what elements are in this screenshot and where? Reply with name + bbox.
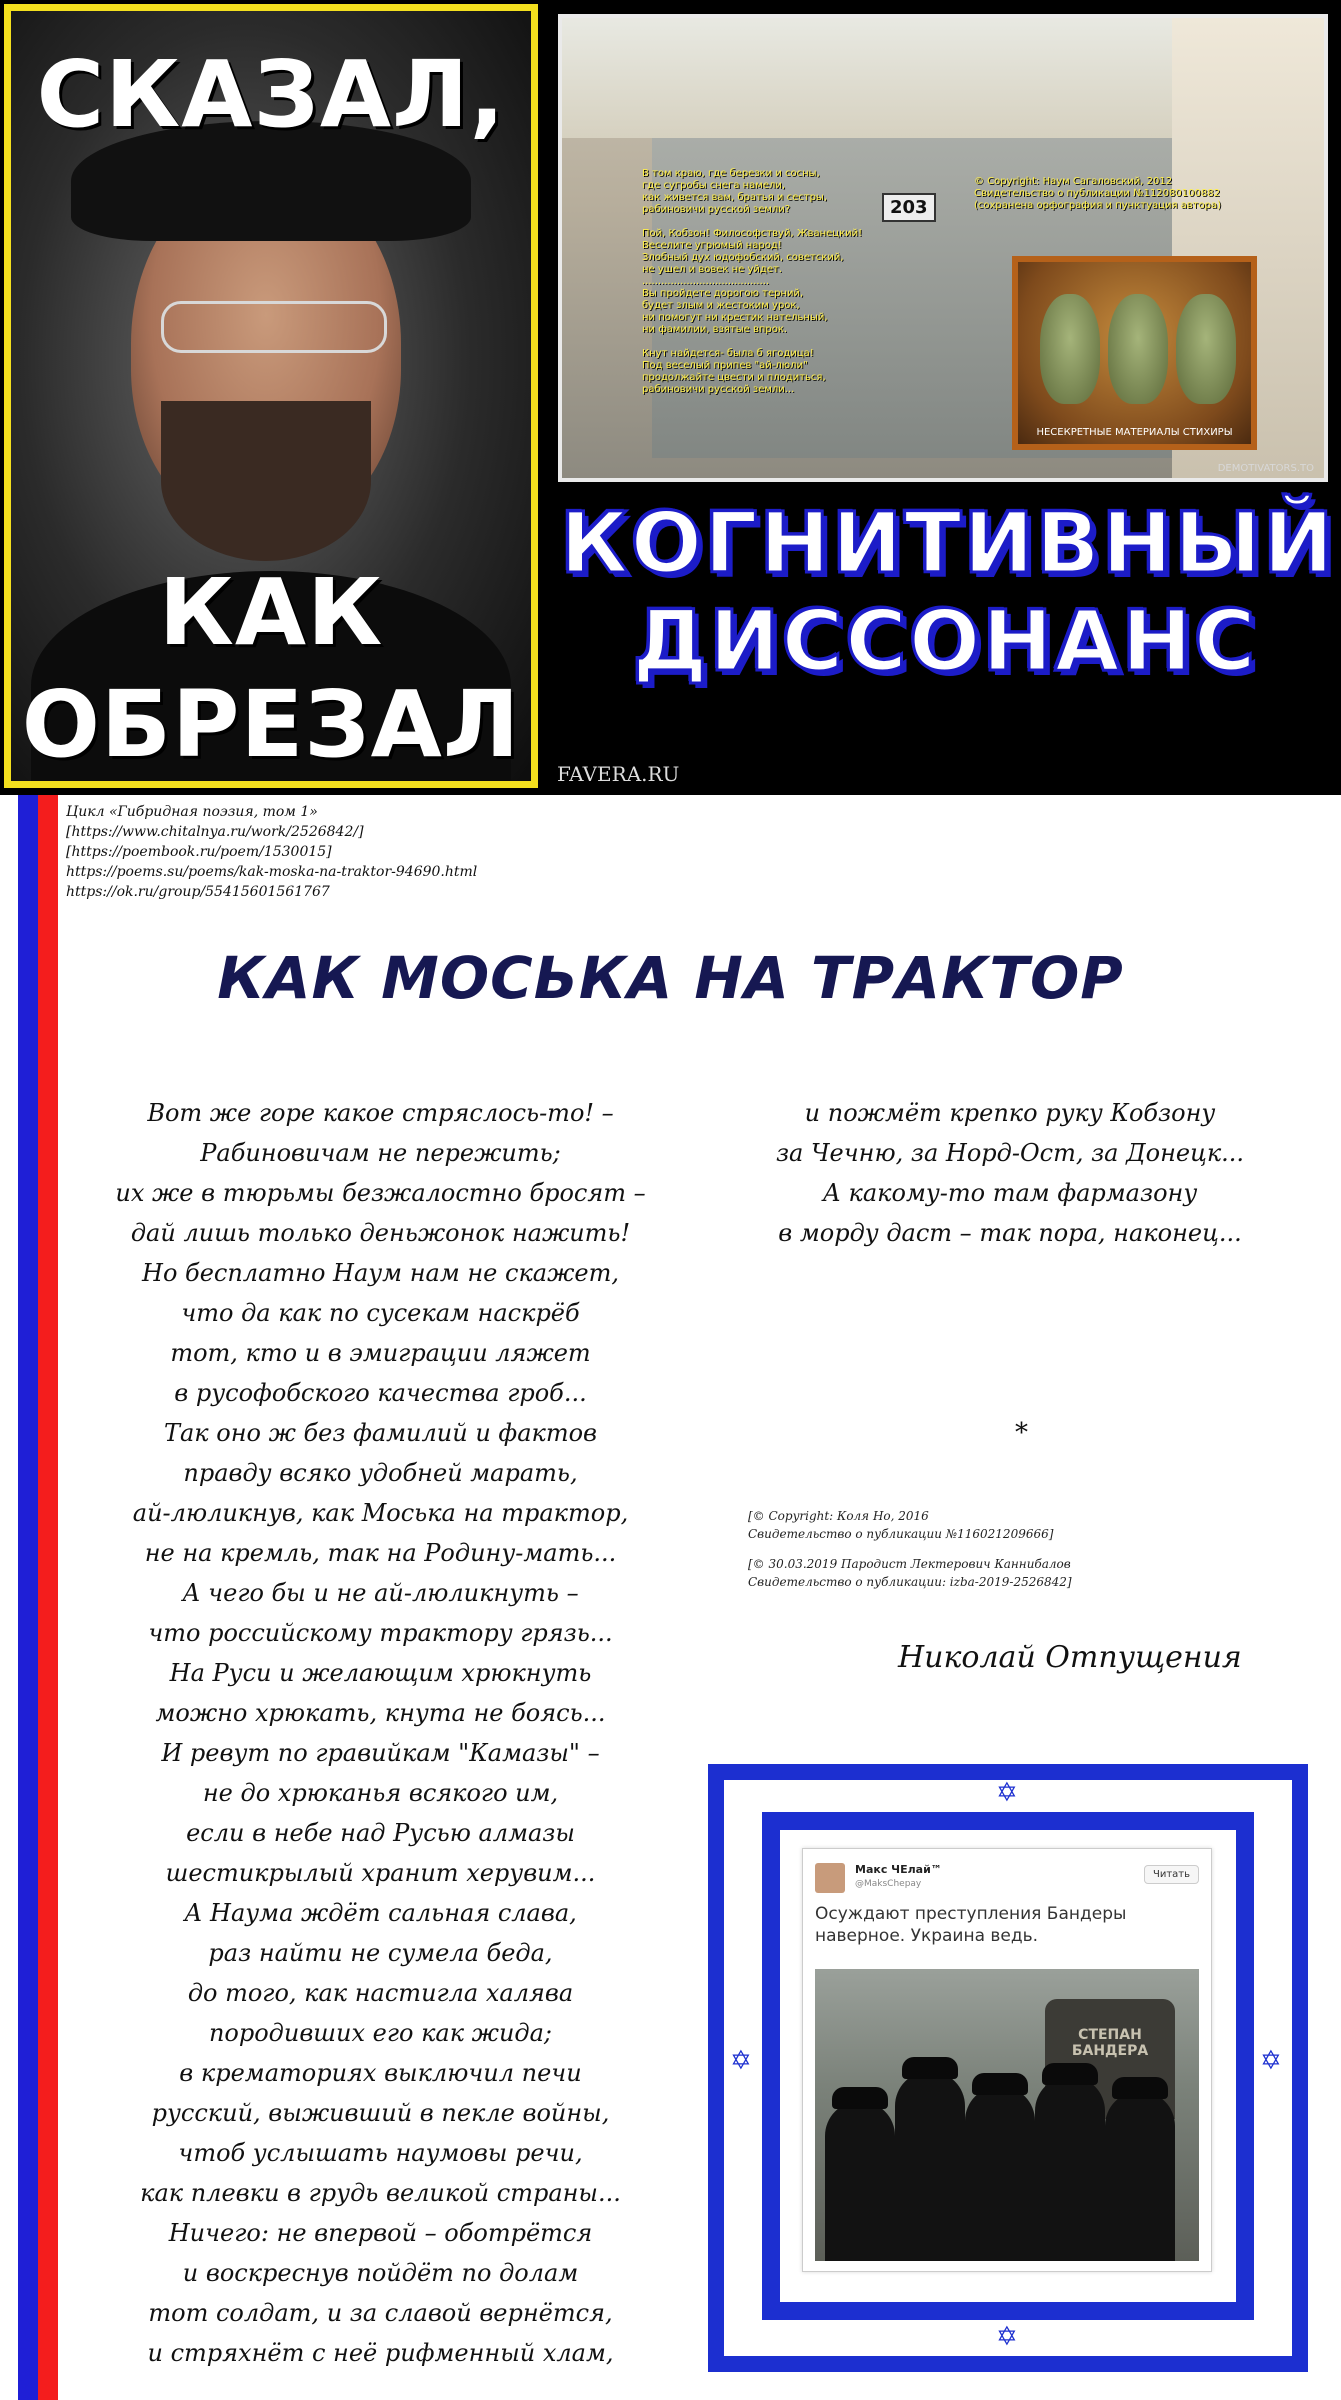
poem-line: А чего бы и не ай-люликнуть – bbox=[182, 1579, 579, 1607]
poem-line: Рабиновичам не пережить; bbox=[200, 1139, 561, 1167]
poem-line: как плевки в грудь великой страны... bbox=[140, 2179, 621, 2207]
person-figure bbox=[825, 2101, 895, 2261]
tweet-author-name: Макс ЧЕлай™ bbox=[855, 1863, 942, 1876]
poem-line: Так оно ж без фамилий и фактов bbox=[163, 1419, 598, 1447]
poem-line: На Руси и желающим хрюкнуть bbox=[169, 1659, 592, 1687]
hat-figure bbox=[902, 2057, 958, 2079]
poem-line: тот солдат, и за славой вернётся, bbox=[148, 2299, 613, 2327]
poem-line: ай-люликнув, как Моська на трактор, bbox=[132, 1499, 629, 1527]
source-links bbox=[66, 802, 477, 902]
source-link[interactable]: [https://www.chitalnya.ru/work/2526842/] bbox=[66, 824, 364, 840]
tweet-photo bbox=[815, 1969, 1199, 2261]
person-figure bbox=[965, 2086, 1035, 2261]
poem-line: русский, выживший в пекле войны, bbox=[151, 2099, 610, 2127]
tweet-text: Осуждают преступления Бандеры наверное. Украина ведь. bbox=[815, 1904, 1127, 1946]
flag-inner-left bbox=[762, 1812, 780, 2320]
source-link[interactable]: [https://poembook.ru/poem/1530015] bbox=[66, 844, 332, 860]
poem-line: Но бесплатно Наум нам не скажет, bbox=[142, 1259, 619, 1287]
poster-bottom-text: ОБРЕЗАЛ bbox=[21, 671, 521, 778]
copyright-line: [© Copyright: Коля Но, 2016 bbox=[748, 1509, 929, 1523]
source-link[interactable]: https://poems.su/poems/kak-moska-na-traktor-94690.html bbox=[66, 864, 478, 880]
poem-line: правду всяко удобней марать, bbox=[183, 1459, 578, 1487]
cycle-label: Цикл «Гибридная поэзия, том 1» bbox=[66, 804, 318, 820]
poem-line: породивших его как жида; bbox=[208, 2019, 553, 2047]
hat-figure bbox=[832, 2087, 888, 2109]
author-signature: Николай Отпущения bbox=[898, 1640, 1242, 1675]
copyright-block-1 bbox=[748, 1507, 1072, 1543]
poem-line: и воскреснув пойдёт по долам bbox=[182, 2259, 579, 2287]
poem-line: в крематориях выключил печи bbox=[179, 2059, 582, 2087]
rabbi-meme-poster bbox=[4, 4, 538, 788]
top-banner bbox=[0, 0, 1341, 795]
poem-line: А какому-то там фармазону bbox=[822, 1179, 1198, 1207]
poem-line: за Чечню, за Норд-Ост, за Донецк... bbox=[775, 1139, 1245, 1167]
poem-line: и стряхнёт с неё рифменный хлам, bbox=[147, 2339, 614, 2367]
poem-line: их же в тюрьмы безжалостно бросят – bbox=[115, 1179, 646, 1207]
photo-poem-text: В том краю, где березки и сосны, где сугробы снега намели, как живется вам, братья и сестры, рабиновичи русской земли? Пой, Кобзон! Философствуй, Жванецкий! Веселите угрюмый народ! Злобный дух юдофобский, советский, не ушел и вовек не уйдет. ........................................ Вы пройдете дорогою терний, будет злым и жестоким урок, ни помогут ни крестик нательный, ни фамилии, взятые впрок. Кнут найдется- была б ягодица! Под веселый припев "ай-люли" продолжайте цвести и плодиться, рабиновичи русской земли... bbox=[642, 168, 863, 395]
poem-line: в морду даст – так пора, наконец... bbox=[778, 1219, 1242, 1247]
poem-line: не до хрюканья всякого им, bbox=[202, 1779, 559, 1807]
tweet-author-handle: @MaksChepay bbox=[855, 1879, 922, 1889]
card-head-right bbox=[1176, 294, 1236, 404]
flag-stripe-blue bbox=[18, 795, 38, 2400]
poem-line: и пожмёт крепко руку Кобзону bbox=[804, 1099, 1216, 1127]
star-of-david-icon: ✡ bbox=[996, 2322, 1018, 2352]
hat-figure bbox=[972, 2073, 1028, 2095]
avatar bbox=[815, 1863, 845, 1893]
poem-line: до того, как настигла халява bbox=[187, 1979, 574, 2007]
flag-frame-left bbox=[708, 1764, 724, 2372]
poem-line: в русофобского качества гроб... bbox=[174, 1379, 587, 1407]
demotivators-watermark: DEMOTIVATORS.TO bbox=[1217, 463, 1314, 474]
copyright-line: [© 30.03.2019 Пародист Лектерович Каннибалов bbox=[748, 1557, 1071, 1571]
section-asterisk: * bbox=[1015, 1418, 1028, 1448]
tweet-card bbox=[802, 1848, 1212, 2272]
flag-inner-bottom bbox=[762, 2302, 1254, 2320]
rabbi-beard bbox=[161, 401, 371, 561]
poem-line: дай лишь только деньжонок нажить! bbox=[130, 1219, 631, 1247]
source-site-label: FAVERA.RU bbox=[557, 762, 680, 786]
title-line-2: ДИССОНАНС bbox=[632, 592, 1258, 690]
title-line-1: КОГНИТИВНЫЙ bbox=[560, 494, 1336, 592]
card-head-left bbox=[1040, 294, 1100, 404]
tweet-header bbox=[815, 1861, 1199, 1895]
poem-line: тот, кто и в эмиграции ляжет bbox=[170, 1339, 591, 1367]
poem-line: что российскому трактору грязь... bbox=[148, 1619, 613, 1647]
poster-middle-text: КАК bbox=[158, 559, 384, 666]
hat-figure bbox=[1042, 2063, 1098, 2085]
star-of-david-icon: ✡ bbox=[996, 1778, 1018, 1808]
copyright-line: Свидетельство о публикации: izba-2019-2526842] bbox=[748, 1575, 1072, 1589]
poem-title: КАК МОСЬКА НА ТРАКТОР bbox=[217, 944, 1124, 1012]
flag-inner-top bbox=[762, 1812, 1254, 1830]
hat-figure bbox=[1112, 2077, 1168, 2099]
rabbi-glasses bbox=[161, 301, 387, 353]
poem-line: А Наума ждёт сальная слава, bbox=[184, 1899, 577, 1927]
poem-line: не на кремль, так на Родину-мать... bbox=[144, 1539, 617, 1567]
poem-line: можно хрюкать, кнута не боясь... bbox=[155, 1699, 606, 1727]
poem-right-column bbox=[720, 1093, 1300, 1253]
card-head-middle bbox=[1108, 294, 1168, 404]
poem-line: Ничего: не впервой – оботрётся bbox=[168, 2219, 593, 2247]
copyright-block-2 bbox=[748, 1555, 1072, 1591]
house-number-plate: 203 bbox=[882, 193, 936, 222]
poem-line: чтоб услышать наумовы речи, bbox=[178, 2139, 583, 2167]
poem-line: шестикрылый хранит херувим... bbox=[165, 1859, 596, 1887]
poem-line: раз найти не сумела беда, bbox=[208, 1939, 553, 1967]
source-link[interactable]: https://ok.ru/group/55415601561767 bbox=[66, 884, 330, 900]
demotivator-photo bbox=[558, 14, 1328, 482]
copyright-line: Свидетельство о публикации №116021209666] bbox=[748, 1527, 1054, 1541]
poster-top-text: СКАЗАЛ, bbox=[36, 41, 506, 148]
flag-framed-tweet bbox=[708, 1764, 1308, 2372]
card-caption: НЕСЕКРЕТНЫЕ МАТЕРИАЛЫ СТИХИРЫ bbox=[1036, 427, 1233, 438]
cognitive-dissonance-title bbox=[560, 494, 1336, 690]
poem-left-column bbox=[68, 1093, 693, 2373]
poem-line: если в небе над Русью алмазы bbox=[186, 1819, 575, 1847]
monument-inscription: СТЕПАН БАНДЕРА bbox=[1071, 2027, 1149, 2059]
flag-stripe-red bbox=[38, 795, 58, 2400]
person-figure bbox=[895, 2071, 965, 2261]
flag-frame-right bbox=[1292, 1764, 1308, 2372]
poem-line: Вот же горе какое стряслось-то! – bbox=[147, 1099, 614, 1127]
flag-frame-bottom bbox=[708, 2356, 1308, 2372]
flag-inner-right bbox=[1236, 1812, 1254, 2320]
poem-line: что да как по сусекам наскрёб bbox=[181, 1299, 580, 1327]
follow-button[interactable]: Читать bbox=[1144, 1865, 1199, 1884]
person-figure bbox=[1105, 2091, 1175, 2261]
three-heads-card bbox=[1012, 256, 1257, 450]
person-figure bbox=[1035, 2076, 1105, 2261]
star-of-david-icon: ✡ bbox=[730, 2046, 752, 2076]
poem-line: И ревут по гравийкам "Камазы" – bbox=[161, 1739, 600, 1767]
photo-copyright-text: © Copyright: Наум Сагаловский, 2012 Свидетельство о публикации №112080100882 (сохранена орфография и пунктуация автора) bbox=[974, 176, 1221, 211]
copyright-notices bbox=[748, 1507, 1072, 1603]
star-of-david-icon: ✡ bbox=[1260, 2046, 1282, 2076]
